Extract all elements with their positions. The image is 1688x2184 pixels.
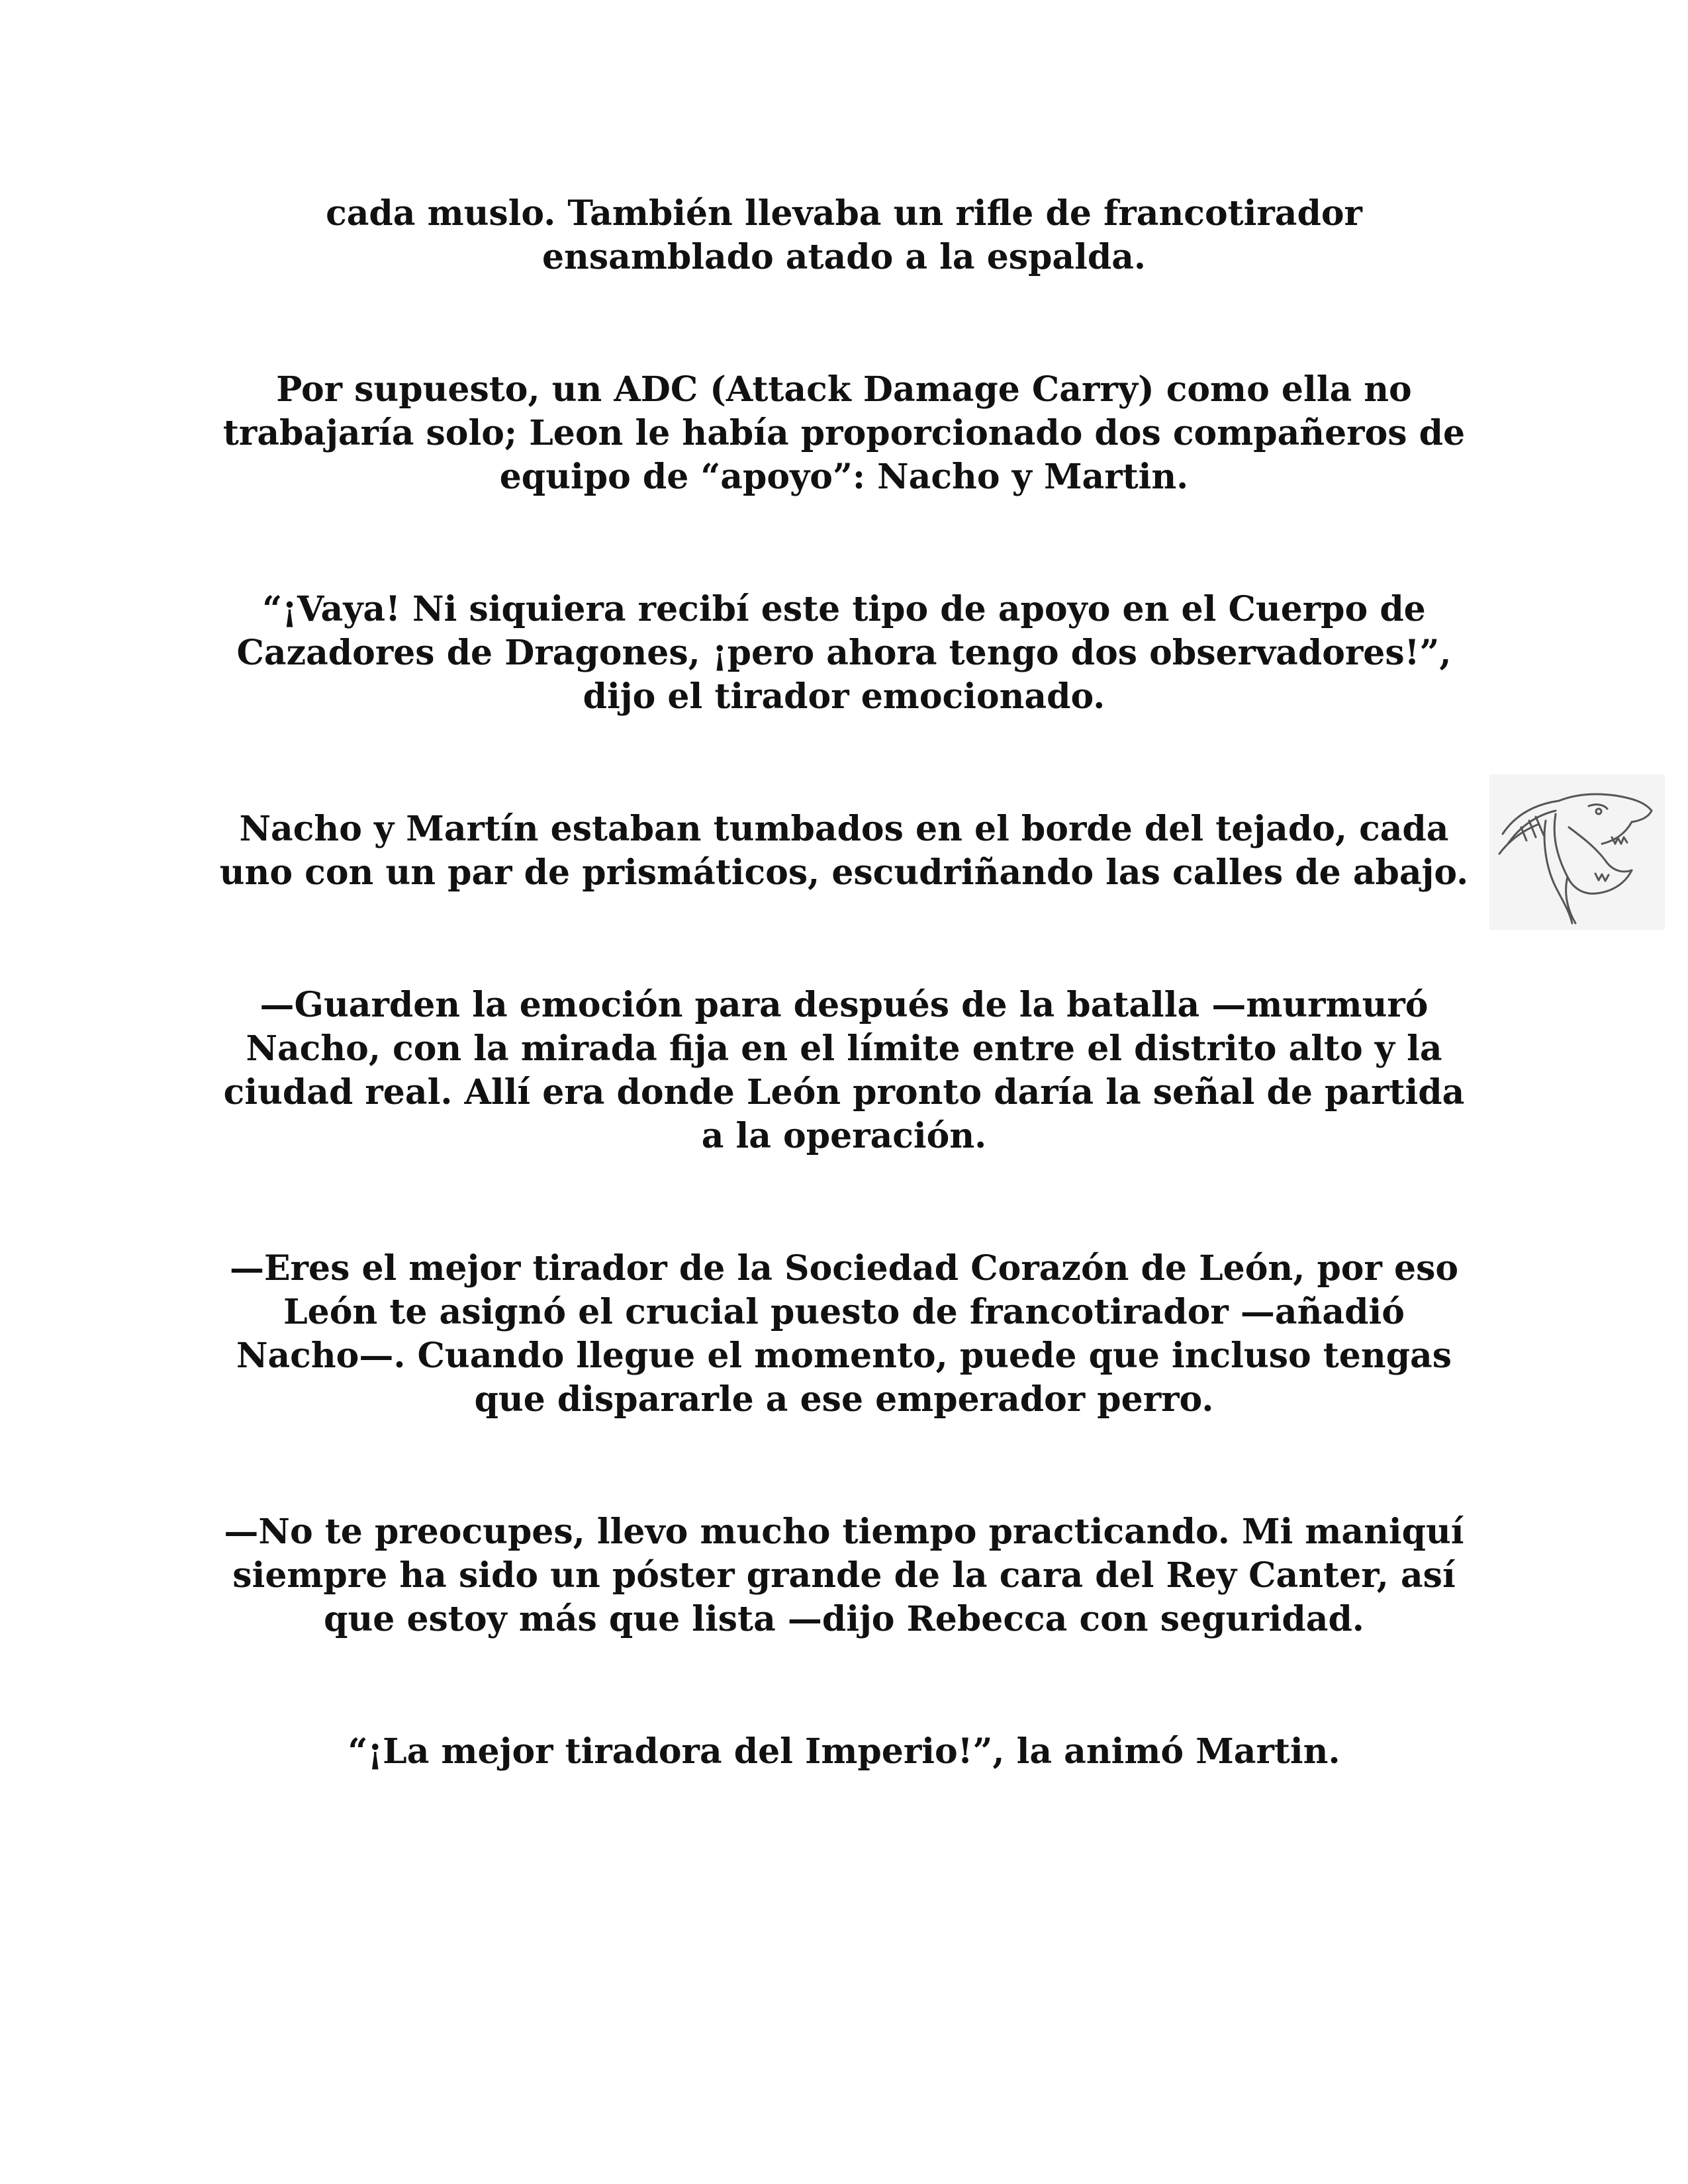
paragraph: “¡Vaya! Ni siquiera recibí este tipo de apoyo en el Cuerpo de Cazadores de Dragones, ¡pero ahora tengo dos observadores!”, dijo el tirador emocionado. [236, 589, 1452, 717]
paragraph: Por supuesto, un ADC (Attack Damage Carry) como ella no trabajaría solo; Leon le había proporcionado dos compañeros de equipo de “apoyo”: Nacho y Martin. [222, 369, 1466, 497]
body-text [218, 192, 1470, 1862]
dinosaur-head-sketch-icon [1489, 774, 1665, 930]
paragraph: Nacho y Martín estaban tumbados en el borde del tejado, cada uno con un par de prismáticos, escudriñando las calles de abajo. [219, 809, 1469, 893]
paragraph: —No te preocupes, llevo mucho tiempo practicando. Mi maniquí siempre ha sido un póster grande de la cara del Rey Canter, así que estoy más que lista —dijo Rebecca con seguridad. [224, 1512, 1464, 1639]
paragraph: —Eres el mejor tirador de la Sociedad Corazón de León, por eso León te asignó el crucial puesto de francotirador —añadió Nacho—. Cuando llegue el momento, puede que incluso tengas que dispararle a ese emperador perro. [229, 1248, 1459, 1420]
paragraph: cada muslo. También llevaba un rifle de francotirador ensamblado atado a la espalda. [326, 193, 1362, 277]
paragraph: —Guarden la emoción para después de la batalla —murmuró Nacho, con la mirada fija en el límite entre el distrito alto y la ciudad real. Allí era donde León pronto daría la señal de partida a la operación. [223, 985, 1465, 1156]
paragraph: “¡La mejor tiradora del Imperio!”, la animó Martin. [348, 1731, 1340, 1772]
